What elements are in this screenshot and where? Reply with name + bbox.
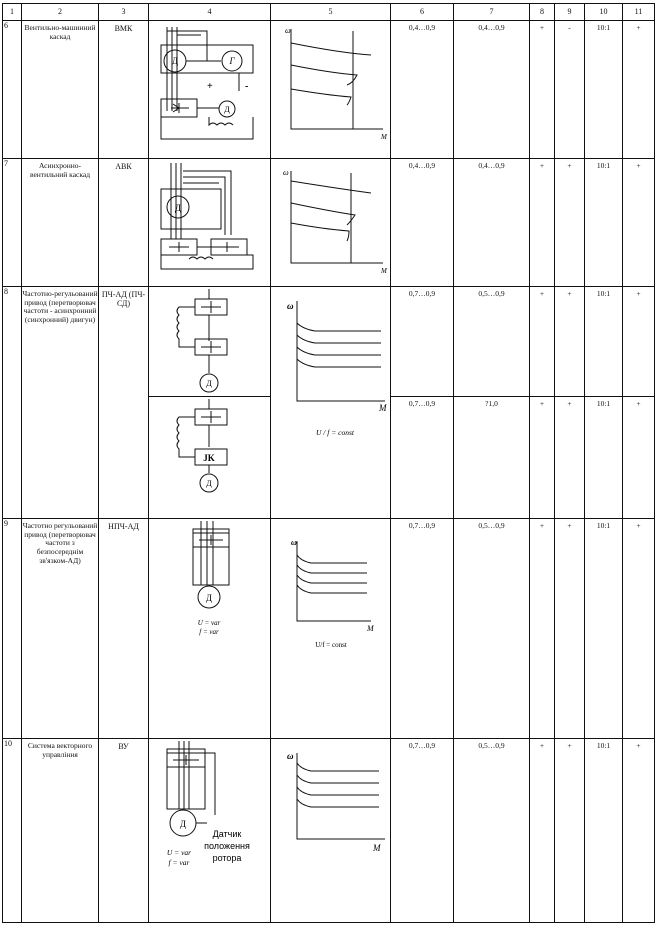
row-number: 6	[3, 21, 22, 159]
header-cell: 5	[271, 4, 391, 21]
f-label: f = var	[168, 858, 190, 867]
speed-torque-plot	[271, 287, 391, 447]
col11-value: +	[623, 21, 655, 159]
plot-caption: U/f = const	[315, 641, 347, 649]
header-cell: 10	[585, 4, 623, 21]
efficiency-range: 0,7…0,9	[391, 287, 454, 397]
row-number: 7	[3, 159, 22, 287]
col9-value: +	[555, 287, 585, 397]
u-label: U = var	[166, 848, 192, 857]
minus-label: -	[245, 81, 249, 92]
sensor-label-line2: положення	[204, 841, 250, 851]
x-axis-label: M	[373, 843, 381, 853]
avk-scheme-diagram	[149, 159, 271, 283]
vmk-scheme-diagram	[149, 21, 271, 153]
scheme-cell	[149, 397, 271, 519]
col11-value: +	[623, 739, 655, 923]
range-ratio: 10:1	[585, 159, 623, 287]
header-cell: 1	[3, 4, 22, 21]
npch-ad-scheme-diagram	[149, 519, 271, 659]
x-axis-label: M	[381, 267, 387, 275]
power-factor-range: 0,5…0,9	[454, 287, 530, 397]
characteristic-plot-cell	[271, 287, 391, 519]
y-axis-label: ω	[287, 751, 294, 761]
power-factor-range: 0,4…0,9	[454, 21, 530, 159]
header-cell: 6	[391, 4, 454, 21]
power-factor-range: 0,5…0,9	[454, 519, 530, 739]
characteristic-plot-cell	[271, 21, 391, 159]
table-row	[3, 21, 655, 159]
speed-torque-plot	[271, 21, 391, 153]
u-label: U = var	[197, 619, 221, 627]
power-factor-range: 0,5…0,9	[454, 739, 530, 923]
characteristic-plot-cell	[271, 159, 391, 287]
header-cell: 4	[149, 4, 271, 21]
table-row	[3, 739, 655, 923]
power-factor-range: 0,4…0,9	[454, 159, 530, 287]
col8-value: +	[530, 287, 555, 397]
row-number: 8	[3, 287, 22, 519]
efficiency-range: 0,7…0,9	[391, 397, 454, 519]
range-ratio: 10:1	[585, 397, 623, 519]
col9-value: +	[555, 397, 585, 519]
row-number: 9	[3, 519, 22, 739]
efficiency-range: 0,4…0,9	[391, 21, 454, 159]
col9-value: +	[555, 159, 585, 287]
y-axis-label: ω	[287, 301, 294, 311]
col9-value: +	[555, 739, 585, 923]
pch-ad-scheme-diagram	[149, 287, 271, 395]
x-axis-label: M	[379, 403, 387, 413]
range-ratio: 10:1	[585, 21, 623, 159]
col8-value: +	[530, 21, 555, 159]
speed-torque-plot	[271, 519, 391, 659]
header-row	[3, 4, 655, 21]
motor-label: Д	[174, 203, 182, 213]
y-axis-label: ω	[283, 168, 289, 177]
system-name: Частотно-регульований привод (перетворювач частоти - асинхронний (синхронний) двигун)	[22, 287, 99, 519]
header-cell: 11	[623, 4, 655, 21]
characteristic-plot-cell	[271, 519, 391, 739]
col11-value: +	[623, 397, 655, 519]
system-code: ВУ	[99, 739, 149, 923]
generator-label: Г	[229, 56, 235, 66]
motor-label: Д	[206, 479, 212, 488]
system-name: Система векторного управління	[22, 739, 99, 923]
header-cell: 7	[454, 4, 530, 21]
motor2-label: Д	[224, 105, 230, 114]
efficiency-range: 0,7…0,9	[391, 739, 454, 923]
motor-label: Д	[171, 56, 179, 66]
col11-value: +	[623, 159, 655, 287]
x-axis-label: M	[381, 133, 387, 141]
col11-value: +	[623, 287, 655, 397]
sensor-label-line1: Датчик	[212, 829, 242, 839]
col8-value: +	[530, 519, 555, 739]
scheme-cell	[149, 159, 271, 287]
power-factor-range: ?1,0	[454, 397, 530, 519]
col9-value: +	[555, 519, 585, 739]
sensor-label-line3: ротора	[212, 853, 242, 863]
row-number: 10	[3, 739, 22, 923]
svg-text:JK: JK	[203, 453, 215, 463]
scheme-cell	[149, 739, 271, 923]
pch-sd-scheme-diagram	[149, 397, 271, 517]
scheme-cell	[149, 21, 271, 159]
table-row	[3, 159, 655, 287]
speed-torque-plot	[271, 159, 391, 283]
range-ratio: 10:1	[585, 739, 623, 923]
f-label: f = var	[199, 628, 219, 636]
header-cell: 9	[555, 4, 585, 21]
col8-value: +	[530, 397, 555, 519]
system-name: Частотно регульований привод (перетворювач частоти з безпосереднім зв'язком-АД)	[22, 519, 99, 739]
drive-systems-table	[2, 3, 655, 923]
plus-label: +	[207, 81, 213, 92]
efficiency-range: 0,4…0,9	[391, 159, 454, 287]
motor-label: Д	[179, 819, 187, 829]
plot-caption: U / f = const	[316, 428, 354, 437]
x-axis-label: M	[367, 624, 374, 633]
motor-label: Д	[205, 593, 213, 603]
motor-label: Д	[206, 379, 212, 388]
header-cell: 3	[99, 4, 149, 21]
y-axis-label: ω	[291, 538, 297, 547]
range-ratio: 10:1	[585, 287, 623, 397]
system-name: Асинхронно-вентильний каскад	[22, 159, 99, 287]
system-code: АВК	[99, 159, 149, 287]
system-code: ВМК	[99, 21, 149, 159]
speed-torque-plot	[271, 739, 391, 919]
system-code: НПЧ-АД	[99, 519, 149, 739]
col8-value: +	[530, 739, 555, 923]
header-cell: 8	[530, 4, 555, 21]
scheme-cell	[149, 519, 271, 739]
header-cell: 2	[22, 4, 99, 21]
range-ratio: 10:1	[585, 519, 623, 739]
table-row	[3, 519, 655, 739]
system-name: Вентильно-машинний каскад	[22, 21, 99, 159]
col8-value: +	[530, 159, 555, 287]
vu-scheme-diagram	[149, 739, 271, 919]
col9-value: -	[555, 21, 585, 159]
table-row	[3, 287, 655, 397]
col11-value: +	[623, 519, 655, 739]
characteristic-plot-cell	[271, 739, 391, 923]
y-axis-label: ω	[285, 26, 291, 35]
scheme-cell	[149, 287, 271, 397]
system-code: ПЧ-АД (ПЧ-СД)	[99, 287, 149, 519]
efficiency-range: 0,7…0,9	[391, 519, 454, 739]
